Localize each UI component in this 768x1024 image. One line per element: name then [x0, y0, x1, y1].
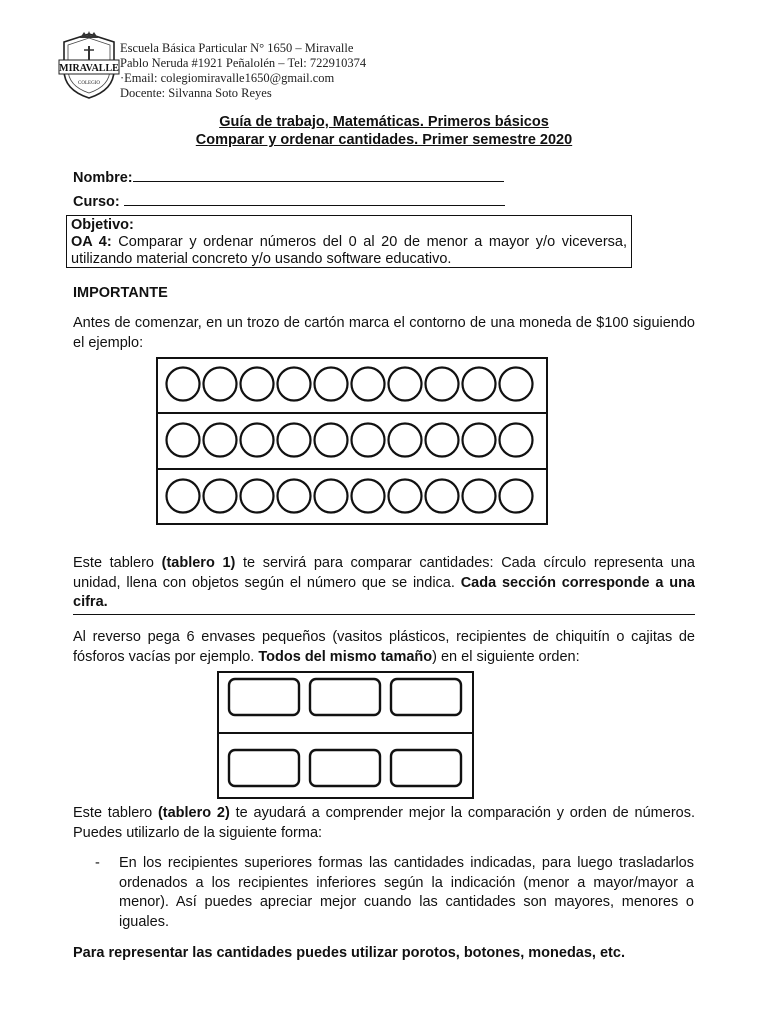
school-name: Escuela Básica Particular N° 1650 – Miravalle [120, 41, 354, 55]
board-1-circle [167, 424, 200, 457]
objective-text: OA 4: Comparar y ordenar números del 0 al 20 de menor a mayor y/o viceversa, utilizando material concreto y/o usando software educativo. [71, 234, 628, 267]
board-1-circle [167, 368, 200, 401]
board-1-circle [463, 424, 496, 457]
name-field[interactable] [73, 167, 504, 186]
instructions-paragraph-2: Este tablero (tablero 1) te servirá para comparar cantidades: Cada círculo representa una unidad, llena con objetos según el número que se indica. Cada sección corresponde a una cifra. [73, 555, 695, 610]
materials-note: Para representar las cantidades puedes utilizar porotos, botones, monedas, etc. [73, 945, 625, 961]
objective-heading: Objetivo: [71, 217, 134, 233]
board-1-circle [278, 424, 311, 457]
board-1-circle [352, 424, 385, 457]
objective-box [66, 215, 632, 268]
board-1-circle [278, 480, 311, 513]
board-1-circle [426, 480, 459, 513]
board-1-circle [426, 424, 459, 457]
board-1-circle [500, 480, 533, 513]
section-note: Cada sección corresponde a una cifra. [73, 574, 695, 610]
board-1-circle [241, 368, 274, 401]
board-2-container [229, 750, 299, 786]
course-field[interactable] [73, 191, 505, 210]
board-2-container [310, 679, 380, 715]
board-1-circle [389, 480, 422, 513]
board-1-circle [463, 480, 496, 513]
course-label: Curso: [73, 194, 120, 210]
teacher-name: Docente: Silvanna Soto Reyes [120, 86, 272, 100]
school-email: ·Email: colegiomiravalle1650@gmail.com [120, 71, 335, 85]
divider-line [73, 614, 695, 615]
board-1-circle [500, 424, 533, 457]
board-1-circle [204, 480, 237, 513]
board-2-containers [217, 671, 475, 799]
board-2-container [391, 679, 461, 715]
board-2-ref: (tablero 2) [157, 805, 230, 821]
board-1-circle [315, 368, 348, 401]
board-1-circle [204, 368, 237, 401]
instructions-paragraph-3: Al reverso pega 6 envases pequeños (vasitos plásticos, recipientes de chiquitín o cajitas de fósforos vacías por ejemplo. Todos del mismo tamaño) en el siguiente orden: [73, 629, 695, 665]
board-1-circles [156, 357, 548, 527]
board-1-circle [389, 424, 422, 457]
name-label: Nombre: [73, 170, 133, 186]
board-2-container [310, 750, 380, 786]
board-1-circle [463, 368, 496, 401]
board-1-circle [278, 368, 311, 401]
board-1-circle [204, 424, 237, 457]
bullet-text: En los recipientes superiores formas las cantidades indicadas, para luego trasladarlos ordenados a los recipientes inferiores según la indicación (menor a mayor/mayor a menor). Así puedes apreciar mejor cuando las cantidades son mayores, menores o iguales. [119, 855, 694, 930]
board-1-circle [315, 480, 348, 513]
board-1-circle [241, 424, 274, 457]
board-1-circle [315, 424, 348, 457]
name-line[interactable] [133, 167, 504, 182]
guide-title: Guía de trabajo, Matemáticas. Primeros básicos [219, 114, 549, 130]
board-1-circle [167, 480, 200, 513]
instructions-paragraph-1: Antes de comenzar, en un trozo de cartón marca el contorno de una moneda de $100 siguiendo el ejemplo: [73, 315, 695, 351]
important-heading: IMPORTANTE [73, 285, 168, 301]
board-2-container [391, 750, 461, 786]
instructions-paragraph-4: Este tablero (tablero 2) te ayudará a comprender mejor la comparación y orden de números. Puedes utilizarlo de la siguiente forma: [73, 805, 695, 841]
course-line[interactable] [124, 191, 505, 206]
board-1-circle [352, 480, 385, 513]
same-size-note: Todos del mismo tamaño [258, 648, 433, 665]
school-address: Pablo Neruda #1921 Peñalolén – Tel: 722910374 [120, 56, 367, 70]
board-1-circle [500, 368, 533, 401]
school-logo-crest [58, 30, 120, 100]
bullet-dash: - [95, 855, 100, 871]
guide-subtitle: Comparar y ordenar cantidades. Primer semestre 2020 [195, 132, 573, 148]
board-2-frame [218, 672, 473, 798]
board-1-ref: (tablero 1) [161, 555, 236, 571]
board-2-container [229, 679, 299, 715]
objective-code: OA 4: [71, 234, 112, 250]
logo-subtext: COLEGIO [78, 81, 100, 86]
school-info [120, 41, 366, 101]
board-1-circle [426, 368, 459, 401]
board-1-circle [352, 368, 385, 401]
board-1-circle [241, 480, 274, 513]
board-1-circle [389, 368, 422, 401]
logo-text: MIRAVALLE [59, 63, 119, 74]
